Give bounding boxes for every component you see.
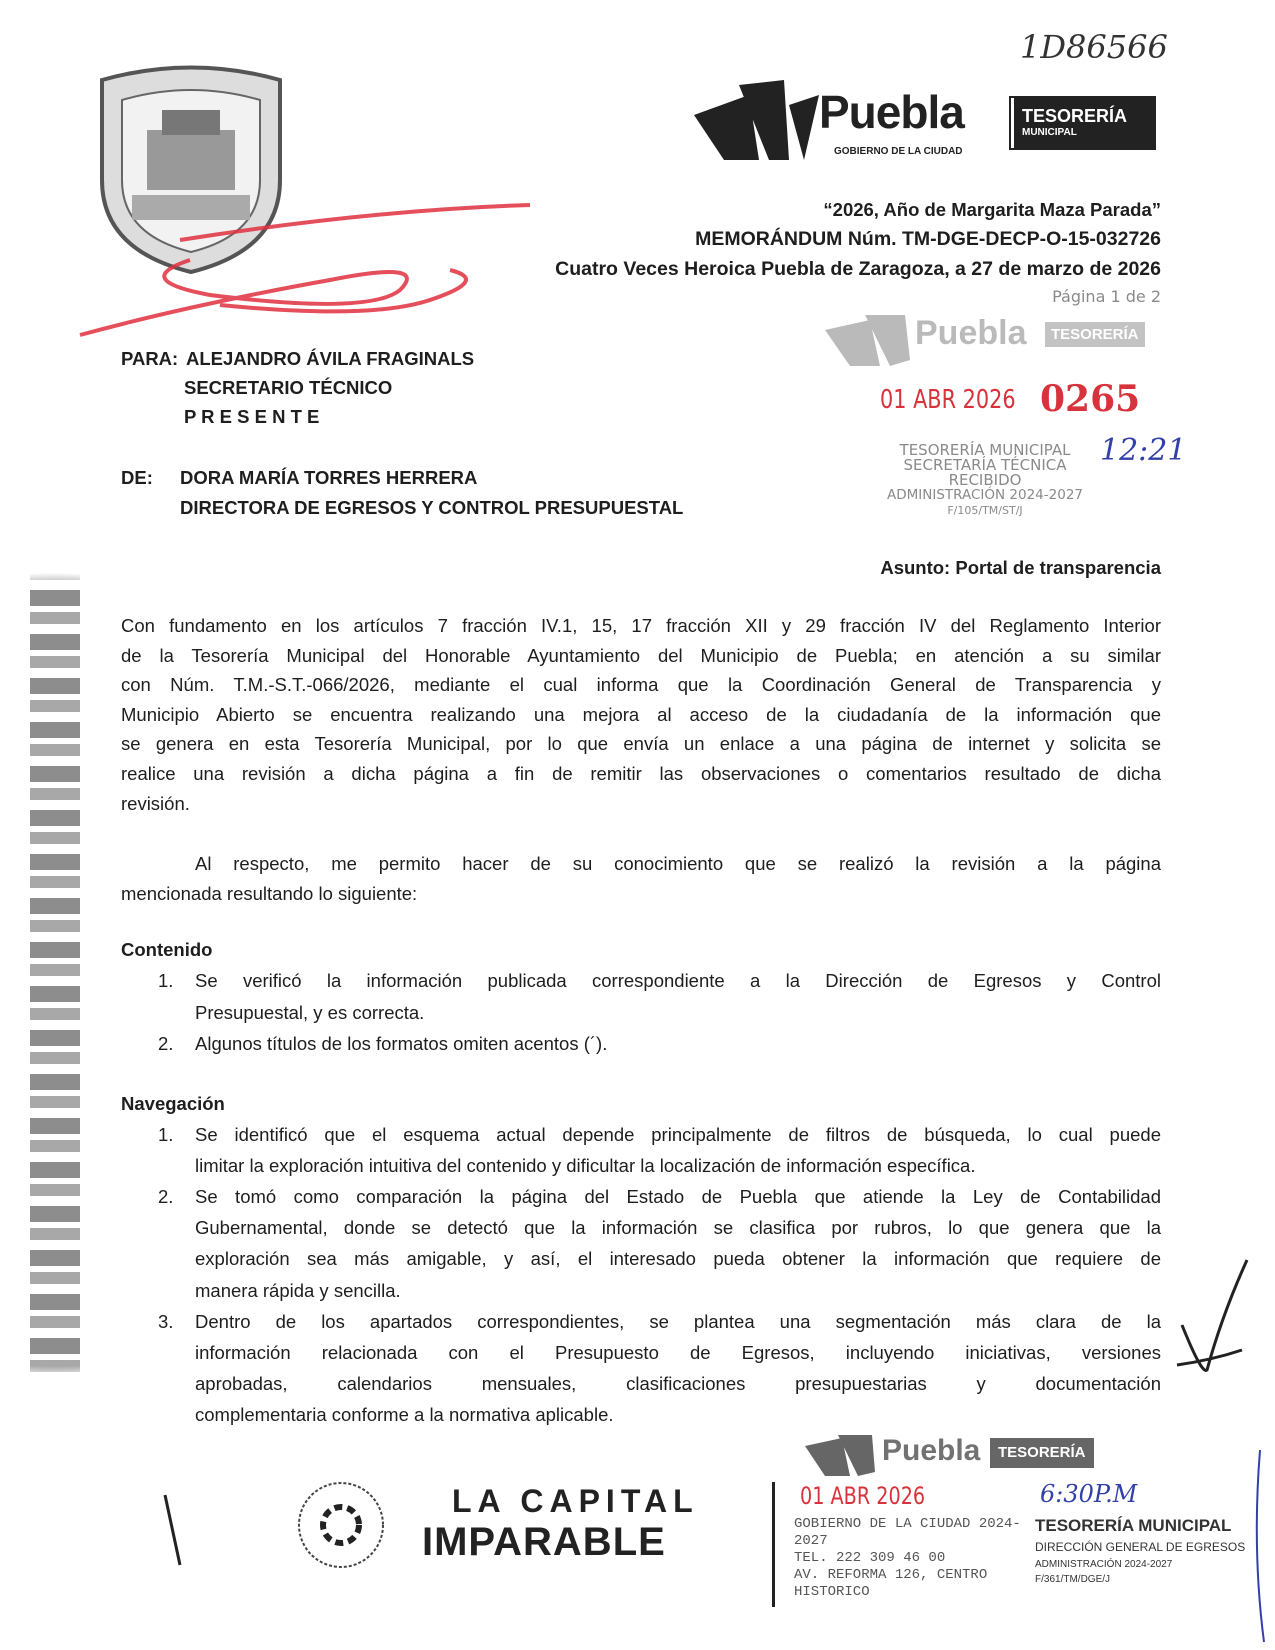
handwritten-checkmark: [1172, 1255, 1252, 1385]
presente: P R E S E N T E: [184, 406, 320, 427]
sender-name: DORA MARÍA TORRES HERRERA: [180, 467, 478, 488]
list-number: 1.: [158, 970, 174, 991]
footer-divider: [772, 1482, 775, 1607]
received-stamp: [880, 378, 1180, 420]
received-date: 01 ABR 2026: [880, 385, 1016, 415]
body-text-line: mencionada resultando lo siguiente:: [121, 882, 418, 904]
handwritten-line: [1248, 1450, 1272, 1645]
stamp-line: TESORERÍA MUNICIPAL: [899, 441, 1071, 459]
stamp-logo-badge: TESORERÍA: [1045, 322, 1145, 347]
place-date: Cuatro Veces Heroica Puebla de Zaragoza, a 27 de marzo de 2026: [555, 258, 1161, 280]
list-number: 2.: [158, 1186, 174, 1208]
list-item-line: Se verificó la información publicada correspondiente a la Dirección de Egresos y Control: [195, 970, 1161, 991]
slogan-line-2: IMPARABLE: [422, 1520, 666, 1564]
body-text-line: Al respecto, me permito hacer de su conocimiento que se realizó la revisión a la página: [195, 853, 1161, 874]
red-scribble-mark: [70, 200, 550, 340]
list-item-line: Gubernamental, donde se detectó que la información se clasifica por rubros, lo que genera que la: [195, 1217, 1161, 1239]
footer-address: [794, 1516, 1021, 1601]
dge-stamp-logo: [800, 1432, 1140, 1478]
body-text-line: con Núm. T.M.-S.T.-066/2026, mediante el cual informa que la Coordinación General de Transparencia y: [121, 674, 1161, 696]
address-line: GOBIERNO DE LA CIUDAD 2024-: [794, 1516, 1021, 1532]
stamp-line: SECRETARÍA TÉCNICA: [903, 456, 1067, 474]
logo-emblem-icon: [689, 75, 824, 165]
stamp-line: RECIBIDO: [948, 471, 1022, 489]
para-label: PARA:: [121, 348, 179, 369]
list-number: 2.: [158, 1033, 174, 1055]
puebla-logo: [689, 70, 1159, 170]
list-item-line: Se identificó que el esquema actual depende principalmente de filtros de búsqueda, lo cual puede: [195, 1124, 1161, 1145]
list-item-line: manera rápida y sencilla.: [195, 1279, 401, 1301]
body-text-line: de la Tesorería Municipal del Honorable Ayuntamiento del Municipio de Puebla; en atención a su similar: [121, 644, 1161, 666]
la-capital-imparable-logo: [422, 1482, 742, 1564]
dge-stamp-title: TESORERÍA MUNICIPAL: [1035, 1516, 1232, 1535]
list-number: 3.: [158, 1310, 174, 1332]
dge-logo-badge: TESORERÍA: [990, 1438, 1094, 1468]
stamp-line: F/105/TM/ST/J: [947, 504, 1023, 517]
year-motto: “2026, Año de Margarita Maza Parada”: [823, 199, 1161, 220]
address-line: TEL. 222 309 46 00: [794, 1550, 946, 1566]
section-heading-navegacion: Navegación: [121, 1093, 225, 1114]
addressee-title: SECRETARIO TÉCNICO: [184, 377, 393, 398]
received-stamp-logo: [820, 310, 1160, 370]
de-label: DE:: [121, 467, 153, 488]
dge-handwritten-time: 6:30P.M: [1040, 1480, 1138, 1508]
tesoreria-badge: [1011, 98, 1154, 148]
stamp-line: ADMINISTRACIÓN 2024-2027: [887, 487, 1083, 503]
list-item-line: complementaria conforme a la normativa aplicable.: [195, 1403, 614, 1425]
body-text-line: Con fundamento en los artículos 7 fracción IV.1, 15, 17 fracción XII y 29 fracción IV del Reglamento Interior: [121, 615, 1161, 636]
dge-stamp-subtitle: DIRECCIÓN GENERAL DE EGRESOS: [1035, 1540, 1246, 1554]
body-text-line: revisión.: [121, 792, 190, 814]
memo-number: MEMORÁNDUM Núm. TM-DGE-DECP-O-15-032726: [695, 228, 1161, 250]
body-text-line: se genera en esta Tesorería Municipal, por lo que envía un enlace a una página de internet y solicita se: [121, 733, 1161, 755]
transparency-circle-logo: [296, 1480, 386, 1570]
list-item-line: Presupuestal, y es correcta.: [195, 1001, 425, 1023]
list-item-line: Se tomó como comparación la página del Estado de Puebla que atiende la Ley de Contabilidad: [195, 1186, 1161, 1208]
addressee-name: ALEJANDRO ÁVILA FRAGINALS: [186, 348, 475, 369]
handwritten-id: 1D86566: [1020, 28, 1168, 66]
page-number: Página 1 de 2: [1052, 287, 1161, 306]
list-item-line: aprobadas, calendarios mensuales, clasificaciones presupuestarias y documentación: [195, 1372, 1161, 1394]
body-text-line: Municipio Abierto se encuentra realizando una mejora al acceso de la ciudadanía de la información que: [121, 703, 1161, 725]
badge-title: TESORERÍA: [1022, 106, 1128, 126]
list-item-line: limitar la exploración intuitiva del contenido y dificultar la localización de información específica.: [195, 1155, 976, 1177]
sender-title: DIRECTORA DE EGRESOS Y CONTROL PRESUPUESTAL: [180, 497, 684, 518]
handwritten-slash: [160, 1490, 190, 1570]
subject: Asunto: Portal de transparencia: [880, 557, 1161, 578]
dge-stamp-code: F/361/TM/DGE/J: [1035, 1574, 1111, 1585]
list-item-line: Dentro de los apartados correspondientes, se plantea una segmentación más clara de la: [195, 1310, 1161, 1332]
slogan-line-1: LA CAPITAL: [452, 1483, 699, 1519]
dge-stamp-date: 01 ABR 2026: [800, 1482, 926, 1510]
logo-subtext: GOBIERNO DE LA CIUDAD: [834, 146, 963, 157]
body-text-line: realice una revisión a dicha página a fin de remitir las observaciones o comentarios resultado de dicha: [121, 763, 1161, 784]
address-line: AV. REFORMA 126, CENTRO: [794, 1567, 988, 1583]
list-item-line: exploración sea más amigable, y así, el interesado pueda obtener la información que requiere de: [195, 1248, 1161, 1270]
list-number: 1.: [158, 1124, 174, 1145]
address-line: HISTORICO: [794, 1584, 870, 1600]
stamp-logo-text: Puebla: [915, 314, 1027, 352]
received-handwritten-time: 12:21: [1100, 433, 1187, 468]
received-folio: 0265: [1040, 378, 1141, 420]
address-line: 2027: [794, 1533, 828, 1549]
dge-logo-text: Puebla: [882, 1434, 981, 1467]
list-item-line: información relacionada con el Presupuesto de Egresos, incluyendo iniciativas, versiones: [195, 1341, 1161, 1363]
list-item-line: Algunos títulos de los formatos omiten acentos (´).: [195, 1033, 608, 1055]
badge-subtitle: MUNICIPAL: [1022, 127, 1077, 138]
received-stamp-text: [880, 443, 1090, 518]
section-heading-contenido: Contenido: [121, 939, 213, 960]
logo-text: Puebla: [819, 86, 964, 138]
decorative-left-border: [30, 326, 80, 1626]
dge-stamp-admin: ADMINISTRACIÓN 2024-2027: [1035, 1559, 1173, 1570]
